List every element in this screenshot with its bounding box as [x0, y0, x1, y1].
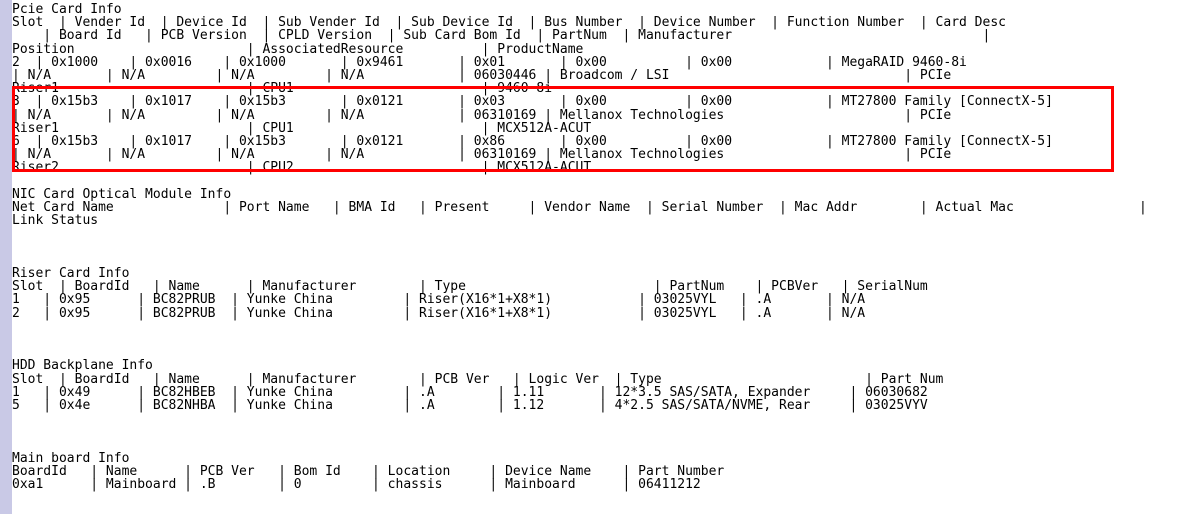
section-body-pcie-card-info: Slot | Vender Id | Device Id | Sub Vender Id | Sub Device Id | Bus Number | Device Number | Function Number | Card Desc | Board Id | PCB Version | CPLD Version | Sub Card Bom Id | PartNum | Manufacturer | Position | AssociatedResource | ProductName 2 | 0x1000 | 0x0016 | 0x1000 | 0x9461 | 0x01 | 0x00 | 0x00 | MegaRAID 9460-8i | N/A | N/A | N/A | N/A | 06030446 | Broadcom / LSI | PCIe Riser1 | CPU1 | 9460-8i [12, 15, 1006, 97]
section-body-main-board-info: BoardId | Name | PCB Ver | Bom Id | Location | Device Name | Part Number 0xa1 | Mainboard | .B | 0 | chassis | Mainboard | 06411212 [12, 463, 725, 493]
section-title-pcie-card-info: Pcie Card Info [12, 2, 122, 17]
blank-line [12, 175, 1200, 188]
blank-line [12, 346, 1200, 359]
blank-line [12, 227, 1200, 240]
blank-line [12, 254, 1200, 267]
terminal-output [6, 0, 1200, 514]
section-title-main-board-info: Main board Info [12, 450, 130, 466]
section-body-nic-card-optical-module-info: Net Card Name | Port Name | BMA Id | Present | Vendor Name | Serial Number | Mac Addr | Actual Mac | Link Status [12, 200, 1147, 229]
section-title-hdd-backplane-info: HDD Backplane Info [12, 358, 153, 374]
section-body-hdd-backplane-info: Slot | BoardId | Name | Manufacturer | PCB Ver | Logic Ver | Type | Part Num 1 | 0x49 | BC82HBEB | Yunke China | .A | 1.11 | 12*3.5 SAS/SATA, Expander | 06030682 5 | 0x4e | BC82NHBA | Yunke China | .A | 1.12 | 4*2.5 SAS/SATA/NVME, Rear | 03025VYV [12, 371, 944, 413]
blank-line [12, 333, 1200, 346]
blank-line [12, 241, 1200, 254]
blank-line [12, 439, 1200, 452]
blank-line [12, 412, 1200, 425]
section-title-nic-card-optical-module-info: NIC Card Optical Module Info [12, 186, 232, 202]
section-title-riser-card-info: Riser Card Info [12, 266, 130, 281]
section-body-riser-card-info: Slot | BoardId | Name | Manufacturer | Type | PartNum | PCBVer | SerialNum 1 | 0x95 | BC82PRUB | Yunke China | Riser(X16*1+X8*1) | 03025VYL | .A | N/A 2 | 0x95 | BC82PRUB | Yunke China | Riser(X16*1+X8*1) | 03025VYL | .A | N/A [12, 279, 928, 321]
section-body-pcie-card-info-highlighted: 3 | 0x15b3 | 0x1017 | 0x15b3 | 0x0121 | 0x03 | 0x00 | 0x00 | MT27800 Family [ConnectX-5] | N/A | N/A | N/A | N/A | 06310169 | Mellanox Technologies | PCIe Riser1 | CPU1 | MCX512A-ACUT 6 | 0x15b3 | 0x1017 | 0x15b3 | 0x0121 | 0x86 | 0x00 | 0x00 | MT27800 Family [ConnectX-5] | N/A | N/A | N/A | N/A | 06310169 | Mellanox Technologies | PCIe Riser2 | CPU2 | MCX512A-ACUT [12, 94, 1053, 176]
blank-line [12, 320, 1200, 333]
blank-line [12, 425, 1200, 438]
